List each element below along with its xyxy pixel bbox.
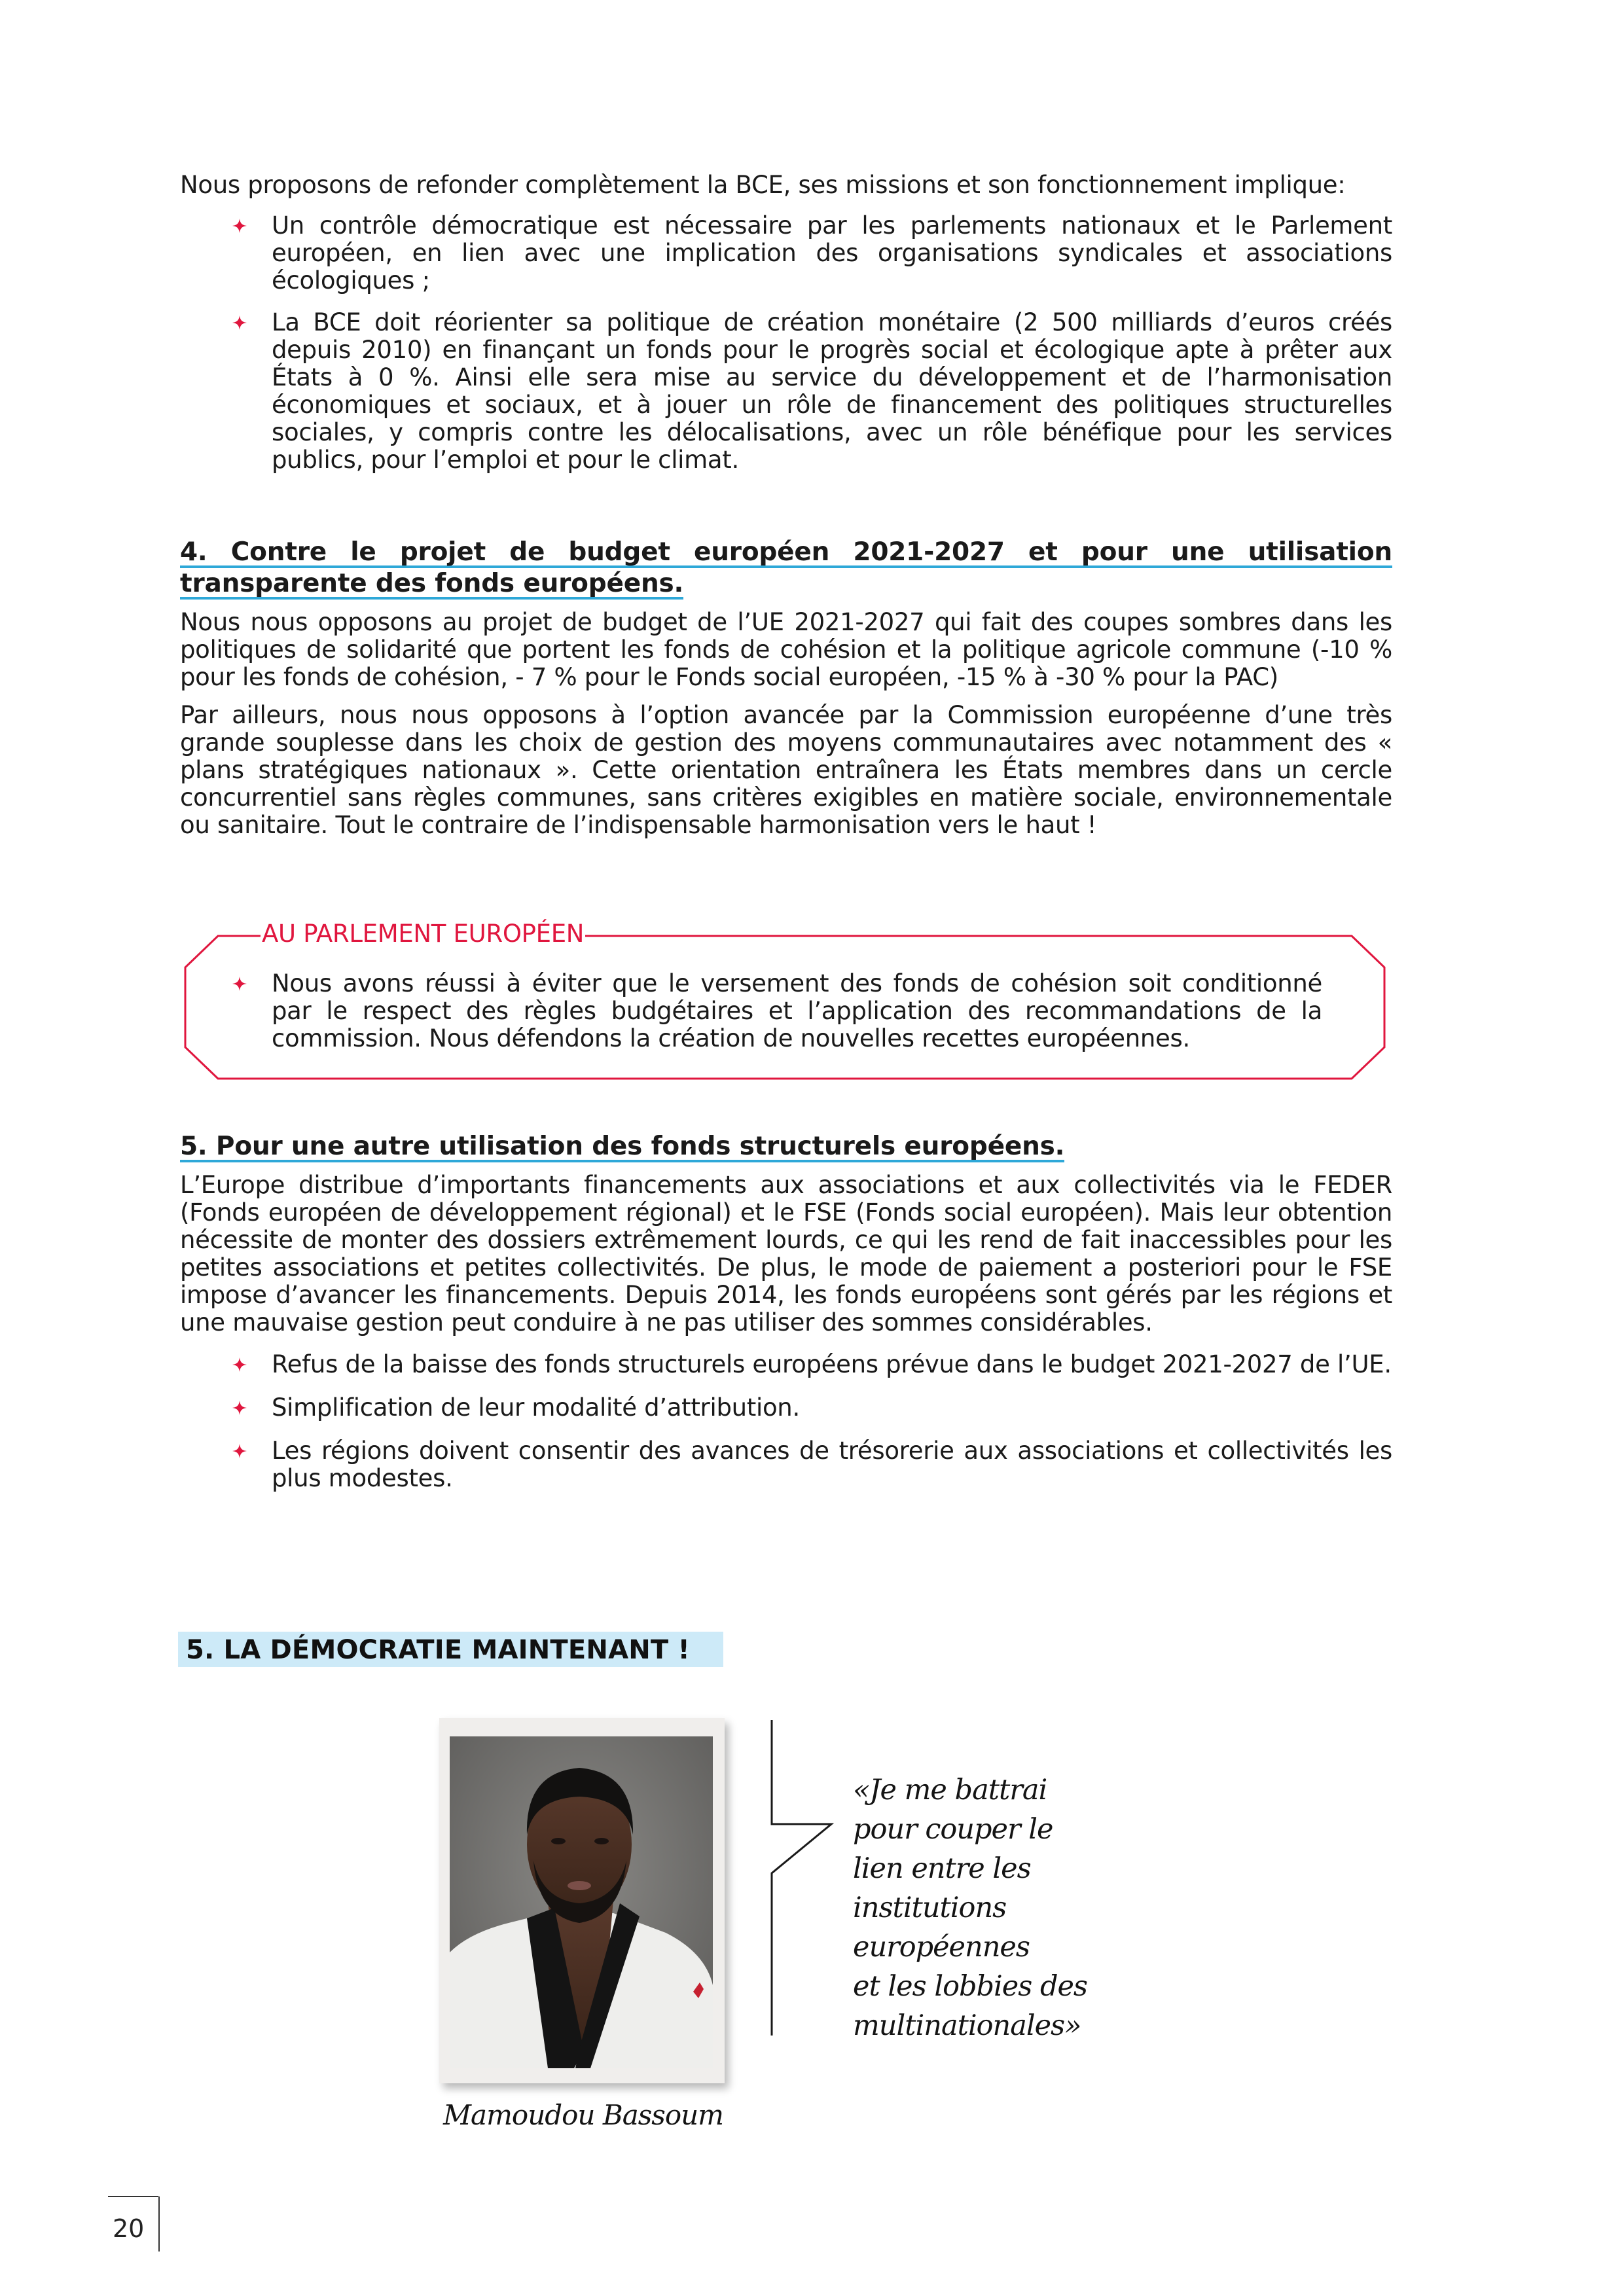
quote-line: institutions — [853, 1892, 1007, 1924]
quote-line: européennes — [853, 1931, 1030, 1964]
list-item — [180, 1351, 1392, 1378]
list-item — [180, 970, 1322, 1052]
quote-line: «Je me battrai — [853, 1774, 1047, 1806]
list-item — [180, 1437, 1392, 1492]
bullet-star-icon — [232, 1441, 252, 1461]
parliament-box-title: AU PARLEMENT EUROPÉEN — [262, 920, 585, 948]
portrait-caption: Mamoudou Bassoum — [443, 2099, 723, 2131]
intro-text: Nous proposons de refonder complètement la BCE, ses missions et son fonctionnement implique: — [180, 171, 1346, 199]
section-4-paragraph: Par ailleurs, nous nous opposons à l’option avancée par la Commission européenne d’une très grande souplesse dans les choix de gestion des moyens communautaires avec notamment des « plans stratégiques nationaux ». Cette orientation entraînera les États membres dans un cercle concurrentiel sans règles communes, sans critères exigibles en matière sociale, environnementale ou sanitaire. Tout le contraire de l’indispensable harmonisation vers le haut ! — [180, 701, 1392, 839]
bullet-star-icon — [232, 1355, 252, 1374]
pull-quote — [853, 1770, 1087, 2045]
parliament-box-body — [180, 970, 1322, 1052]
democracy-heading: 5. LA DÉMOCRATIE MAINTENANT ! — [186, 1635, 690, 1665]
bullet-star-icon — [232, 1398, 252, 1418]
bullet-text: Un contrôle démocratique est nécessaire par les parlements nationaux et le Parlement européen, en lien avec une implication des organisations syndicales et associations écologiques ; — [272, 211, 1392, 295]
quote-line: et les lobbies des — [853, 1970, 1087, 2003]
bullet-text: La BCE doit réorienter sa politique de création monétaire (2 500 milliards d’euros créés depuis 2010) en finançant un fonds pour le progrès social et écologique apte à prêter aux États à 0 %. Ainsi elle sera mise au service du développement et de l’harmonisation économiques et sociaux, et à jouer un rôle de financement des politiques structurelles sociales, y compris contre les délocalisations, avec un rôle bénéfique pour les services publics, pour l’emploi et pour le climat. — [272, 308, 1392, 474]
page-number-divider — [158, 2197, 160, 2251]
portrait-photo — [450, 1736, 713, 2068]
quote-line: pour couper le — [853, 1813, 1053, 1846]
section-4-paragraph: Nous nous opposons au projet de budget de l’UE 2021-2027 qui fait des coupes sombres dans les politiques de solidarité que portent les fonds de cohésion et la politique agricole commune (-10 % pour les fonds de cohésion, - 7 % pour le Fonds social européen, -15 % à -30 % pour la PAC) — [180, 608, 1392, 691]
quote-line: lien entre les — [853, 1852, 1031, 1885]
list-item — [180, 212, 1392, 295]
bullet-text: Simplification de leur modalité d’attribution. — [272, 1393, 800, 1422]
speech-pointer-line — [766, 1715, 844, 2042]
bullet-star-icon — [232, 313, 252, 332]
section-4-heading: 4. Contre le projet de budget européen 2021-2027 et pour une utilisation transparente des fonds européens. — [180, 537, 1392, 598]
bullet-text: Les régions doivent consentir des avances de trésorerie aux associations et collectivités les plus modestes. — [272, 1437, 1392, 1492]
list-item — [180, 1394, 1392, 1422]
bullet-star-icon — [232, 974, 252, 994]
section-5-paragraph: L’Europe distribue d’importants financements aux associations et aux collectivités via le FEDER (Fonds européen de développement régional) et le FSE (Fonds social européen). Mais leur obtention nécessite de monter des dossiers extrêmement lourds, ce qui les rend de fait inaccessibles pour les petites associations et petites collectivités. De plus, le mode de paiement a posteriori pour le FSE impose d’avancer les financements. Depuis 2014, les fonds européens sont gérés par les régions et une mauvaise gestion peut conduire à ne pas utiliser des sommes considérables. — [180, 1171, 1392, 1336]
section-5 — [180, 1131, 1392, 1492]
bullet-text: Nous avons réussi à éviter que le versement des fonds de cohésion soit conditionné par le respect des règles budgétaires et l’application des recommandations de la commission. Nous défendons la création de nouvelles recettes européennes. — [272, 969, 1322, 1052]
section-4 — [180, 537, 1392, 839]
list-item — [180, 309, 1392, 474]
page-number: 20 — [113, 2214, 145, 2243]
section-5-heading: 5. Pour une autre utilisation des fonds structurels européens. — [180, 1132, 1065, 1161]
intro-section — [180, 171, 1392, 474]
bullet-star-icon — [232, 216, 252, 236]
bullet-text: Refus de la baisse des fonds structurels européens prévue dans le budget 2021-2027 de l’UE. — [272, 1350, 1392, 1378]
portrait-frame — [439, 1718, 725, 2083]
quote-line: multinationales» — [853, 2009, 1081, 2042]
